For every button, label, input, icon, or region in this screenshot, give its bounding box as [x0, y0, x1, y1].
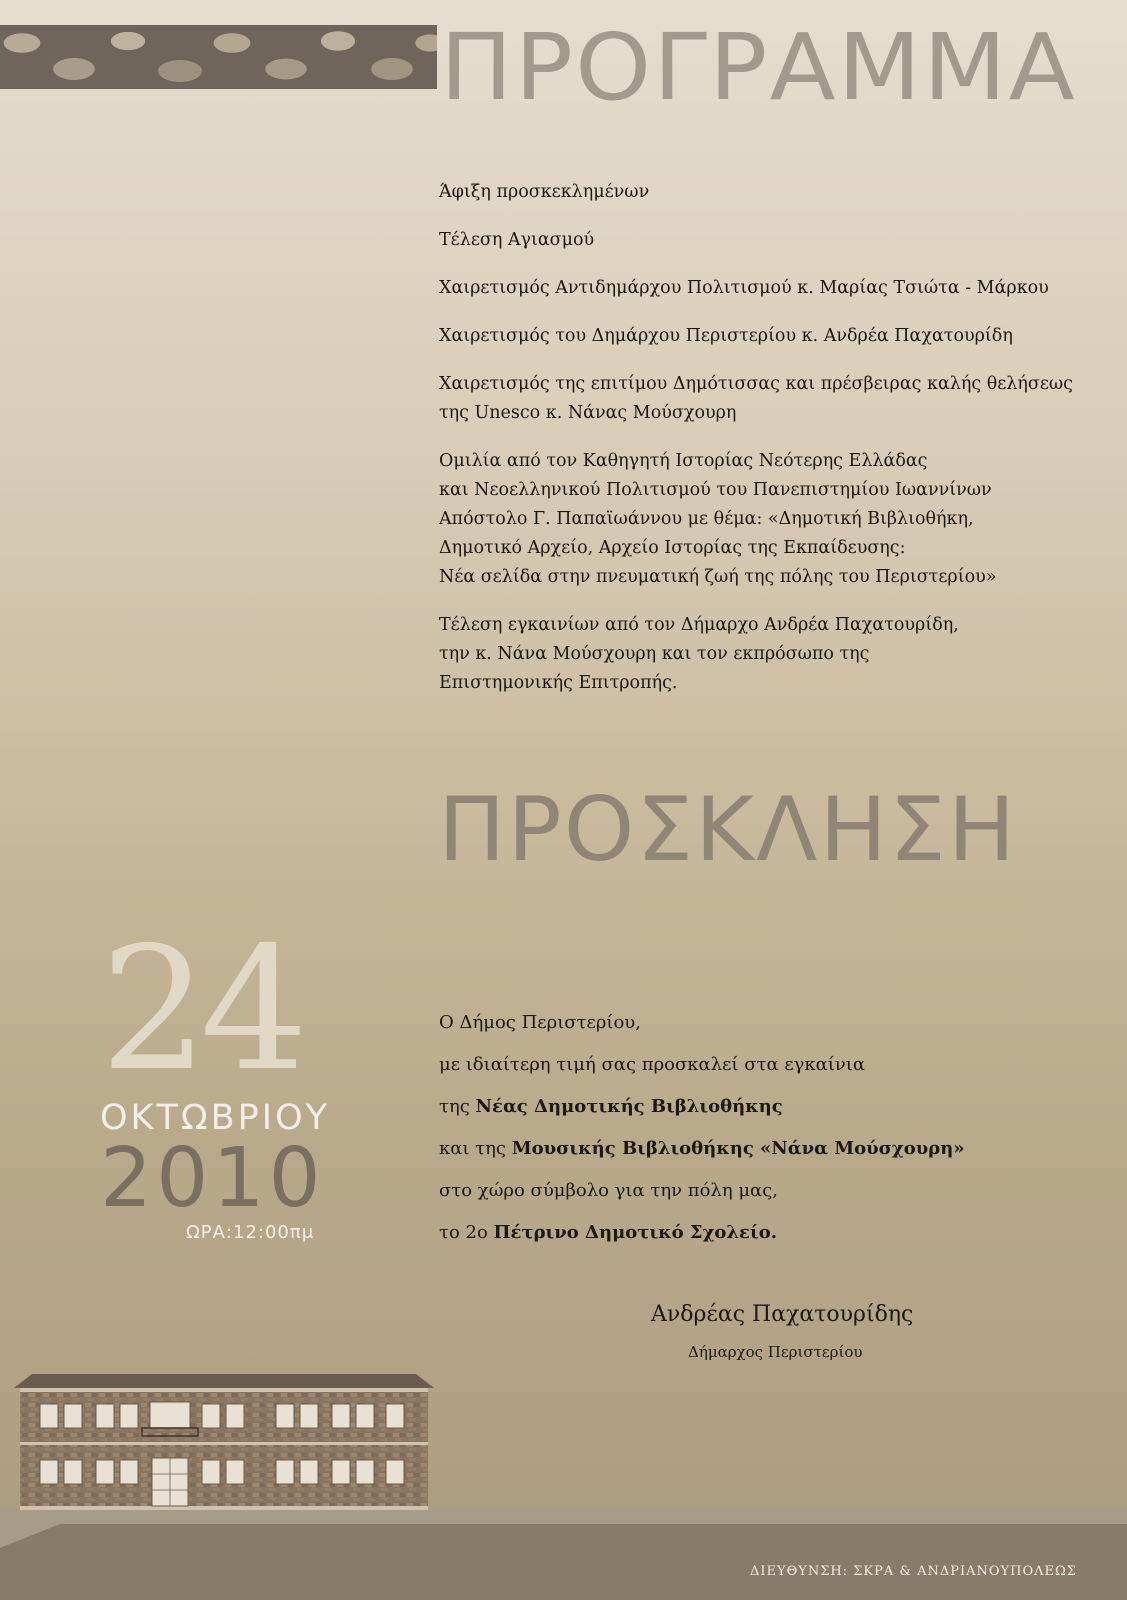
invitation-heading: ΠΡΟΣΚΛΗΣΗ: [438, 778, 1018, 881]
invitation-line: στο χώρο σύμβολο για την πόλη μας,: [439, 1180, 779, 1201]
program-item: [439, 274, 1079, 303]
program-item: [439, 226, 1079, 255]
signature-name: Ανδρέας Παχατουρίδης: [651, 1302, 914, 1327]
program-item: [439, 370, 1079, 428]
program-item-line: Χαιρετισμός Αντιδημάρχου Πολιτισμού κ. Μαρίας Τσιώτα - Μάρκου: [439, 278, 1049, 298]
program-item-line: Απόστολο Γ. Παπαϊωάννου με θέμα: «Δημοτική Βιβλιοθήκη,: [439, 509, 974, 529]
invitation-text: [439, 1008, 1079, 1260]
program-item-line: Χαιρετισμός της επιτίμου Δημότισσας και πρέσβειρας καλής θελήσεως: [439, 374, 1073, 394]
invitation-line: το 2ο Πέτρινο Δημοτικό Σχολείο.: [439, 1222, 777, 1243]
program-item-line: Άφιξη προσκεκλημένων: [439, 182, 650, 202]
program-item-line: Επιστημονικής Επιτροπής.: [439, 673, 678, 693]
invitation-line: και της Μουσικής Βιβλιοθήκης «Νάνα Μούσχουρη»: [439, 1138, 965, 1159]
event-time: ΩΡΑ:12:00πμ: [186, 1222, 315, 1243]
ground-perspective: [0, 1508, 1127, 1600]
program-item-line: και Νεοελληνικού Πολιτισμού του Πανεπιστημίου Ιωαννίνων: [439, 480, 992, 500]
invitation-line: της Νέας Δημοτικής Βιβλιοθήκης: [439, 1096, 783, 1117]
stone-banner: [0, 25, 437, 89]
program-item-line: Τέλεση Αγιασμού: [439, 230, 595, 250]
program-item: [439, 322, 1079, 351]
program-item: [439, 611, 1079, 698]
program-item-line: Χαιρετισμός του Δημάρχου Περιστερίου κ. Ανδρέα Παχατουρίδη: [439, 326, 1013, 346]
signature-title: Δήμαρχος Περιστερίου: [688, 1343, 863, 1361]
date-year: 2010: [100, 1131, 325, 1226]
address: ΔΙΕΥΘΥΝΣΗ: ΣΚΡΑ & ΑΝΔΡΙΑΝΟΥΠΟΛΕΩΣ: [749, 1564, 1077, 1579]
program-item-line: Ομιλία από τον Καθηγητή Ιστορίας Νεότερης Ελλάδας: [439, 451, 928, 471]
program-item-line: Τέλεση εγκαινίων από τον Δήμαρχο Ανδρέα Παχατουρίδη,: [439, 615, 959, 635]
program-item-line: την κ. Νάνα Μούσχουρη και τον εκπρόσωπο της: [439, 644, 870, 664]
program-item: [439, 447, 1079, 592]
program-list: [439, 178, 1079, 717]
program-item-line: της Unesco κ. Νάνας Μούσχουρη: [439, 403, 737, 423]
invitation-line: με ιδιαίτερη τιμή σας προσκαλεί στα εγκαίνια: [439, 1054, 866, 1075]
program-heading: ΠΡΟΓΡΑΜΜΑ: [440, 14, 1077, 121]
library-name: Νέας Δημοτικής Βιβλιοθήκης: [475, 1096, 783, 1117]
music-library-name: Μουσικής Βιβλιοθήκης «Νάνα Μούσχουρη»: [511, 1138, 965, 1159]
invitation-line: Ο Δήμος Περιστερίου,: [439, 1012, 641, 1033]
school-name: Πέτρινο Δημοτικό Σχολείο.: [493, 1222, 777, 1243]
date-day: 24: [100, 911, 301, 1109]
program-item-line: Νέα σελίδα στην πνευματική ζωή της πόλης του Περιστερίου»: [439, 567, 997, 587]
date-month: ΟΚΤΩΒΡΙΟΥ: [100, 1098, 330, 1138]
school-building-illustration: [14, 1372, 434, 1512]
program-item: [439, 178, 1079, 207]
program-item-line: Δημοτικό Αρχείο, Αρχείο Ιστορίας της Εκπαίδευσης:: [439, 538, 906, 558]
